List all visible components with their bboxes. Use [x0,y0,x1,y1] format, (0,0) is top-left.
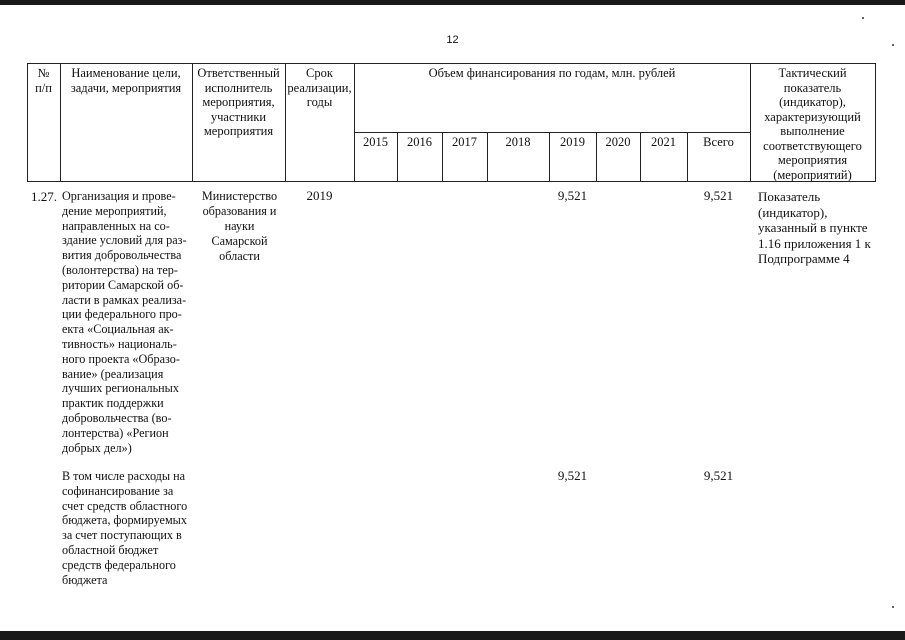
subrow-name: В том числе расходы на софинансирование за счет средств областного бюджета, формируемых за счет поступающих в областной бюджет средств федерального бюджета [62,469,188,587]
header-executor: Ответственный исполнитель мероприятия, участники мероприятия [197,66,280,138]
header-year-2019: 2019 [560,135,585,149]
header-year-2016: 2016 [407,135,432,149]
header-term: Срок реализации, годы [287,66,352,109]
scan-border-top [0,0,905,5]
row-amount-2019: 9,521 [557,188,588,203]
header-year-2020: 2020 [605,135,631,149]
header-num: № п/п [35,66,52,95]
header-name: Наименование цели, задачи, мероприятия [70,66,182,95]
subrow-amount-2019: 9,521 [557,468,588,483]
header-indicator: Тактический показатель (индикатор), характеризующий выполнение соответствующего мероприятия (мероприятий) [763,66,862,182]
row-name: Организация и прове- дение мероприятий, направленных на со- здание условий для раз- вития добровольчества (волонтерства) на тер- ритории Самарской об- ласти в рамках реализа- ции федерального про- екта «Социальная ак- тивность» националь- ного проекта «Образо- вание» (реализация лучших региональных практик поддержки добровольчества (во- лонтерства) «Регион добрых дел») [62,189,187,455]
scan-speck [862,17,864,19]
header-total: Всего [703,135,734,149]
row-amount-total: 9,521 [703,188,734,203]
page-number: 12 [446,34,459,46]
row-term: 2019 [306,188,333,203]
row-executor: Министерство образования и науки Самарской области [201,189,278,263]
header-year-2021: 2021 [651,135,676,149]
header-year-2018: 2018 [505,135,531,149]
header-year-2015: 2015 [363,135,388,149]
scan-border-bottom [0,631,905,640]
scan-speck [892,44,894,46]
subrow-amount-total: 9,521 [703,468,734,483]
row-indicator: Показатель (индикатор), указанный в пункте 1.16 приложения 1 к Подпрограмме 4 [758,189,871,266]
row-number: 1.27. [31,189,57,204]
scan-speck [892,606,894,608]
header-funding-title: Объем финансирования по годам, млн. рублей [428,66,676,80]
header-year-2017: 2017 [452,135,477,149]
